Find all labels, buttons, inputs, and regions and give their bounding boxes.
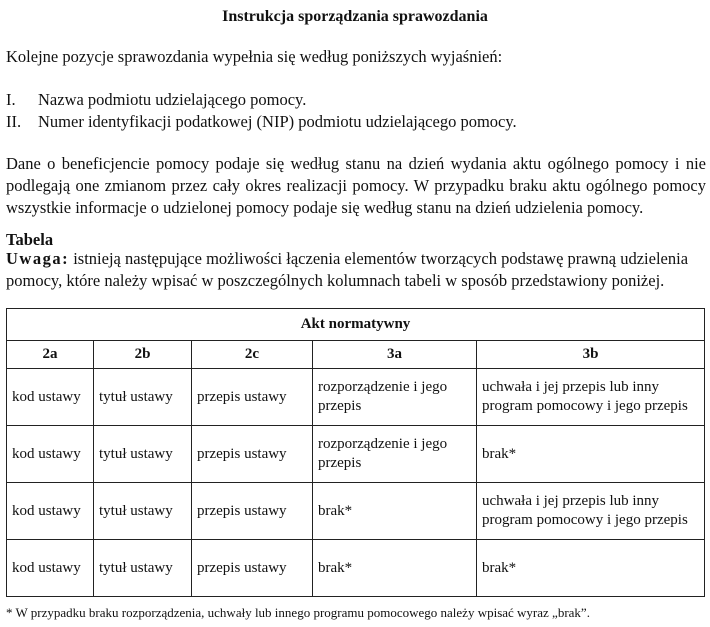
- footnote: * W przypadku braku rozporządzenia, uchwały lub innego programu pomocowego należy wpisać wyraz „brak”.: [6, 605, 590, 620]
- table-cell: brak*: [477, 540, 705, 597]
- intro-text: Kolejne pozycje sprawozdania wypełnia się według poniższych wyjaśnień:: [6, 47, 503, 66]
- table-cell: tytuł ustawy: [94, 540, 192, 597]
- note-text: istnieją następujące możliwości łączenia elementów tworzących podstawę prawną udzielenia pomocy, które należy wpisać w poszczególnych kolumnach tabeli w sposób przedstawiony poniżej.: [6, 249, 689, 290]
- table-cell: brak*: [477, 426, 705, 483]
- table-cell: tytuł ustawy: [94, 483, 192, 540]
- table-cell: kod ustawy: [7, 426, 94, 483]
- column-header: 3b: [477, 341, 705, 369]
- note-paragraph: [6, 248, 706, 292]
- table-cell: kod ustawy: [7, 540, 94, 597]
- table-row: [7, 369, 705, 426]
- column-header: 2b: [94, 341, 192, 369]
- column-header: 2c: [192, 341, 313, 369]
- table-cell: tytuł ustawy: [94, 426, 192, 483]
- document-title: Instrukcja sporządzania sprawozdania: [222, 8, 488, 25]
- list-item: [6, 111, 517, 133]
- table-row: [7, 483, 705, 540]
- table-cell: przepis ustawy: [192, 540, 313, 597]
- list-item-text: Nazwa podmiotu udzielającego pomocy.: [38, 90, 307, 109]
- table-cell: przepis ustawy: [192, 426, 313, 483]
- legal-basis-table: [6, 308, 705, 597]
- numbered-list: [6, 89, 517, 133]
- table-cell: brak*: [313, 540, 477, 597]
- table-row: [7, 426, 705, 483]
- table-cell: przepis ustawy: [192, 483, 313, 540]
- table-heading: Tabela: [6, 230, 54, 249]
- list-item-text: Numer identyfikacji podatkowej (NIP) podmiotu udzielającego pomocy.: [38, 112, 517, 131]
- column-header: 3a: [313, 341, 477, 369]
- list-item-number: II.: [6, 112, 22, 131]
- table-cell: kod ustawy: [7, 483, 94, 540]
- table-cell: uchwała i jej przepis lub inny program pomocowy i jego przepis: [477, 369, 705, 426]
- table-cell: uchwała i jej przepis lub inny program pomocowy i jego przepis: [477, 483, 705, 540]
- group-header-cell: Akt normatywny: [7, 309, 705, 341]
- table-cell: rozporządzenie i jego przepis: [313, 369, 477, 426]
- table-cell: tytuł ustawy: [94, 369, 192, 426]
- table-cell: brak*: [313, 483, 477, 540]
- table-cell: kod ustawy: [7, 369, 94, 426]
- list-item: [6, 89, 517, 111]
- table-cell: rozporządzenie i jego przepis: [313, 426, 477, 483]
- table-row: [7, 540, 705, 597]
- beneficiary-paragraph: Dane o beneficjencie pomocy podaje się według stanu na dzień wydania aktu ogólnego pomocy i nie podlegają one zmianom przez cały okres realizacji pomocy. W przypadku braku aktu ogólnego pomocy wszystkie informacje o udzielonej pomocy podaje się według stanu na dzień udzielenia pomocy.: [6, 154, 706, 217]
- note-label: Uwaga:: [6, 249, 70, 268]
- table-cell: przepis ustawy: [192, 369, 313, 426]
- column-header: 2a: [7, 341, 94, 369]
- table-group-header-row: [7, 309, 705, 341]
- list-item-number: I.: [6, 90, 16, 109]
- table-column-header-row: [7, 341, 705, 369]
